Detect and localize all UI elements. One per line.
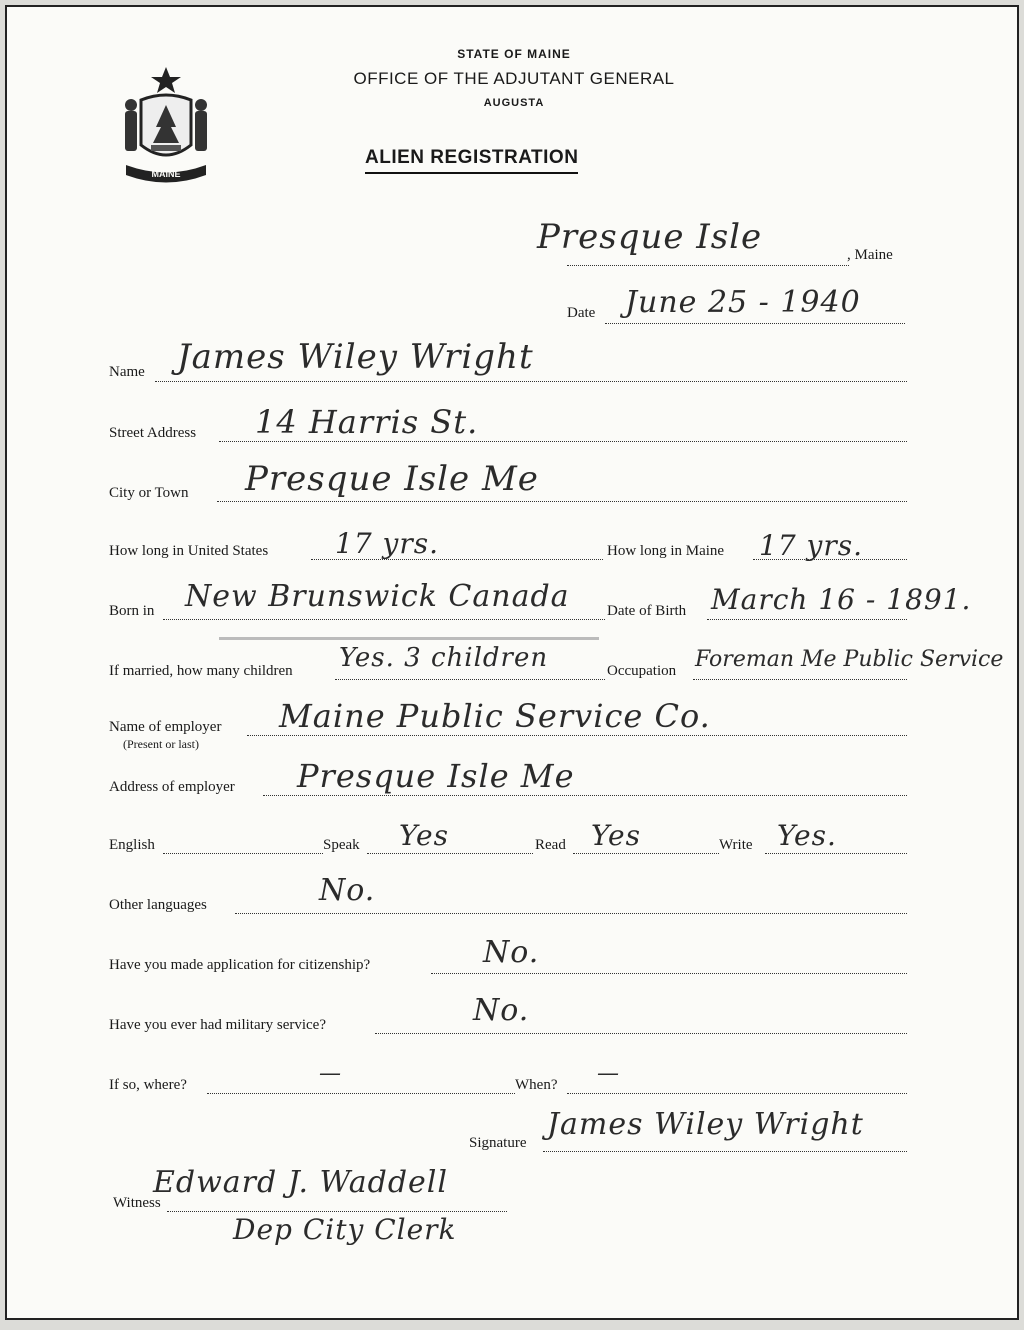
registration-form [5,5,1019,1320]
office-heading: OFFICE OF THE ADJUTANT GENERAL [353,69,675,88]
name-label: Name [109,364,145,380]
date-value: June 25 - 1940 [625,285,861,320]
city-label: City or Town [109,485,189,501]
employer-address-value: Presque Isle Me [297,757,575,795]
other-languages-dots [235,913,907,914]
dob-label: Date of Birth [607,603,687,619]
occupation-value: Foreman Me Public Service [695,647,1004,672]
signature-value: James Wiley Wright [547,1107,864,1142]
witness-label: Witness [113,1195,161,1211]
dob-dots [707,619,907,620]
employer-address-dots [263,795,907,796]
street-dots [219,441,907,442]
employer-dots [247,735,907,736]
occupation-label: Occupation [607,663,677,679]
name-dots [155,381,907,382]
read-label: Read [535,837,566,853]
state-heading: STATE OF MAINE [457,47,571,61]
born-in-dots [163,619,605,620]
seal-text: MAINE [151,169,181,179]
pencil-underline [219,637,599,640]
employer-label: Name of employer [109,719,222,735]
employer-value: Maine Public Service Co. [279,697,711,735]
citizenship-label: Have you made application for citizenship? [109,957,371,973]
witness-dots [167,1211,507,1212]
employer-address-label: Address of employer [109,779,235,795]
form-title: ALIEN REGISTRATION [365,147,578,174]
city-value: Presque Isle Me [245,459,539,499]
citizenship-value: No. [483,935,540,970]
speak-value: Yes [399,819,449,852]
other-languages-label: Other languages [109,897,207,913]
english-dots [163,853,323,854]
military-label: Have you ever had military service? [109,1017,326,1033]
speak-label: Speak [323,837,360,853]
how-long-maine-value: 17 yrs. [759,529,864,562]
date-label: Date [567,305,596,321]
signature-dots [543,1151,907,1152]
children-value: Yes. 3 children [339,643,549,673]
location-suffix: , Maine [847,247,893,263]
write-label: Write [719,837,753,853]
write-dots [765,853,907,854]
if-so-where-label: If so, where? [109,1077,187,1093]
born-in-value: New Brunswick Canada [185,579,570,614]
how-long-maine-label: How long in Maine [607,543,725,559]
name-value: James Wiley Wright [177,337,534,377]
occupation-dots [693,679,907,680]
citizenship-dots [431,973,907,974]
how-long-us-label: How long in United States [109,543,269,559]
if-so-where-dots [207,1093,515,1094]
when-value: — [597,1061,620,1086]
how-long-us-value: 17 yrs. [335,527,440,560]
witness-value: Edward J. Waddell [153,1165,448,1200]
signature-label: Signature [469,1135,527,1151]
witness-title: Dep City Clerk [233,1213,457,1246]
children-dots [335,679,605,680]
english-label: English [109,837,155,853]
date-dots [605,323,905,324]
street-value: 14 Harris St. [255,403,479,441]
city-dots [217,501,907,502]
if-so-where-value: — [319,1061,342,1086]
write-value: Yes. [777,819,837,852]
dob-value: March 16 - 1891. [711,583,972,616]
military-dots [375,1033,907,1034]
other-languages-value: No. [319,873,376,908]
location-dots [567,265,849,266]
when-label: When? [515,1077,558,1093]
read-dots [573,853,719,854]
city-heading: AUGUSTA [483,97,545,109]
street-label: Street Address [109,425,197,441]
when-dots [567,1093,907,1094]
speak-dots [367,853,533,854]
children-label: If married, how many children [109,663,293,679]
military-value: No. [473,993,530,1028]
born-in-label: Born in [109,603,155,619]
employer-sublabel: (Present or last) [123,737,199,751]
read-value: Yes [591,819,641,852]
location-value: Presque Isle [537,217,763,257]
